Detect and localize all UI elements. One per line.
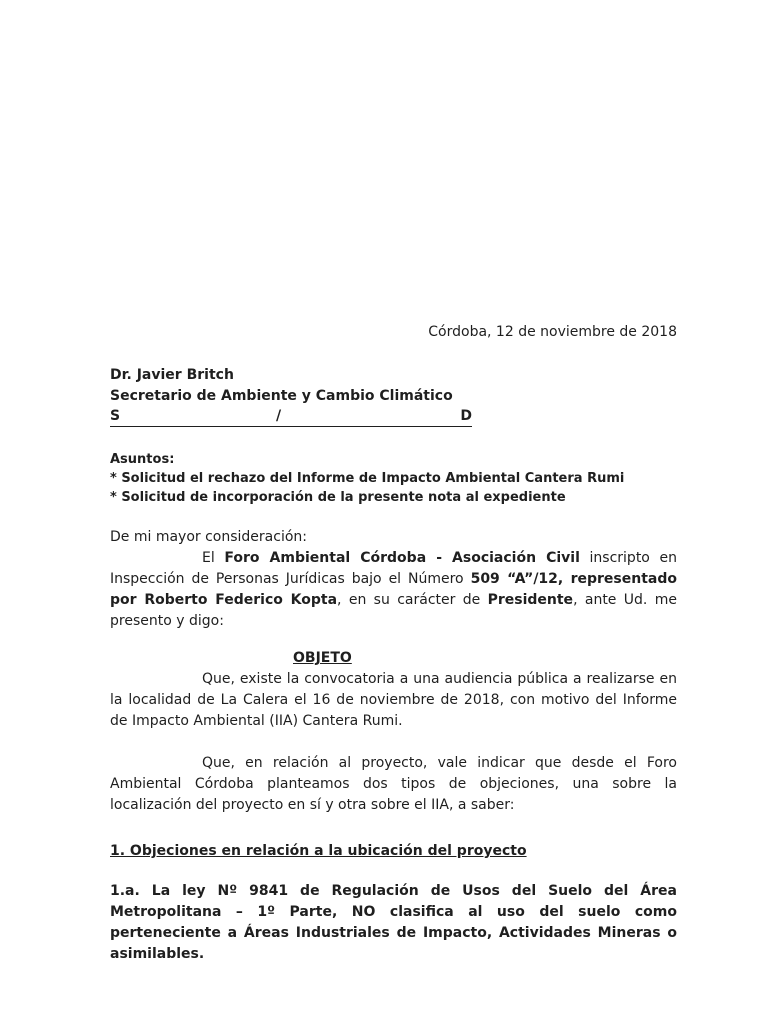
objeto-paragraph-1: Que, existe la convocatoria a una audiencia pública a realizarse en la localidad de La Calera el 16 de noviembre de 2018, con motivo del Informe de Impacto Ambiental (IIA) Cantera Rumi. <box>110 671 677 729</box>
greeting: De mi mayor consideración: <box>110 529 307 545</box>
asuntos-label: Asuntos: <box>110 452 175 467</box>
sd-line <box>110 408 472 429</box>
addressee-name: Dr. Javier Britch <box>110 367 234 383</box>
addressee-title: Secretario de Ambiente y Cambio Climático <box>110 388 453 404</box>
sd-left: S <box>110 408 121 424</box>
sd-right: D <box>460 408 472 424</box>
sd-underline <box>110 426 472 427</box>
section-1a-paragraph: 1.a. La ley Nº 9841 de Regulación de Usos del Suelo del Área Metropolitana – 1º Parte, NO clasifica al uso del suelo como perteneciente a Áreas Industriales de Impacto, Actividades Mineras o asimilables. <box>110 883 677 962</box>
asunto-item-1: * Solicitud el rechazo del Informe de Impacto Ambiental Cantera Rumi <box>110 471 625 486</box>
objeto-paragraph-2: Que, en relación al proyecto, vale indicar que desde el Foro Ambiental Córdoba planteamos dos tipos de objeciones, una sobre la localización del proyecto en sí y otra sobre el IIA, a saber: <box>110 755 677 813</box>
intro-paragraph: El Foro Ambiental Córdoba - Asociación Civil inscripto en Inspección de Personas Jurídicas bajo el Número 509 “A”/12, representado por Roberto Federico Kopta, en su carácter de Presidente, ante Ud. me presento y digo: <box>110 550 677 629</box>
section-1-heading: 1. Objeciones en relación a la ubicación del proyecto <box>110 843 527 859</box>
asunto-item-2: * Solicitud de incorporación de la presente nota al expediente <box>110 490 566 505</box>
objeto-heading: OBJETO <box>293 650 352 666</box>
sd-mid: / <box>276 408 282 424</box>
letter-date: Córdoba, 12 de noviembre de 2018 <box>428 324 677 340</box>
